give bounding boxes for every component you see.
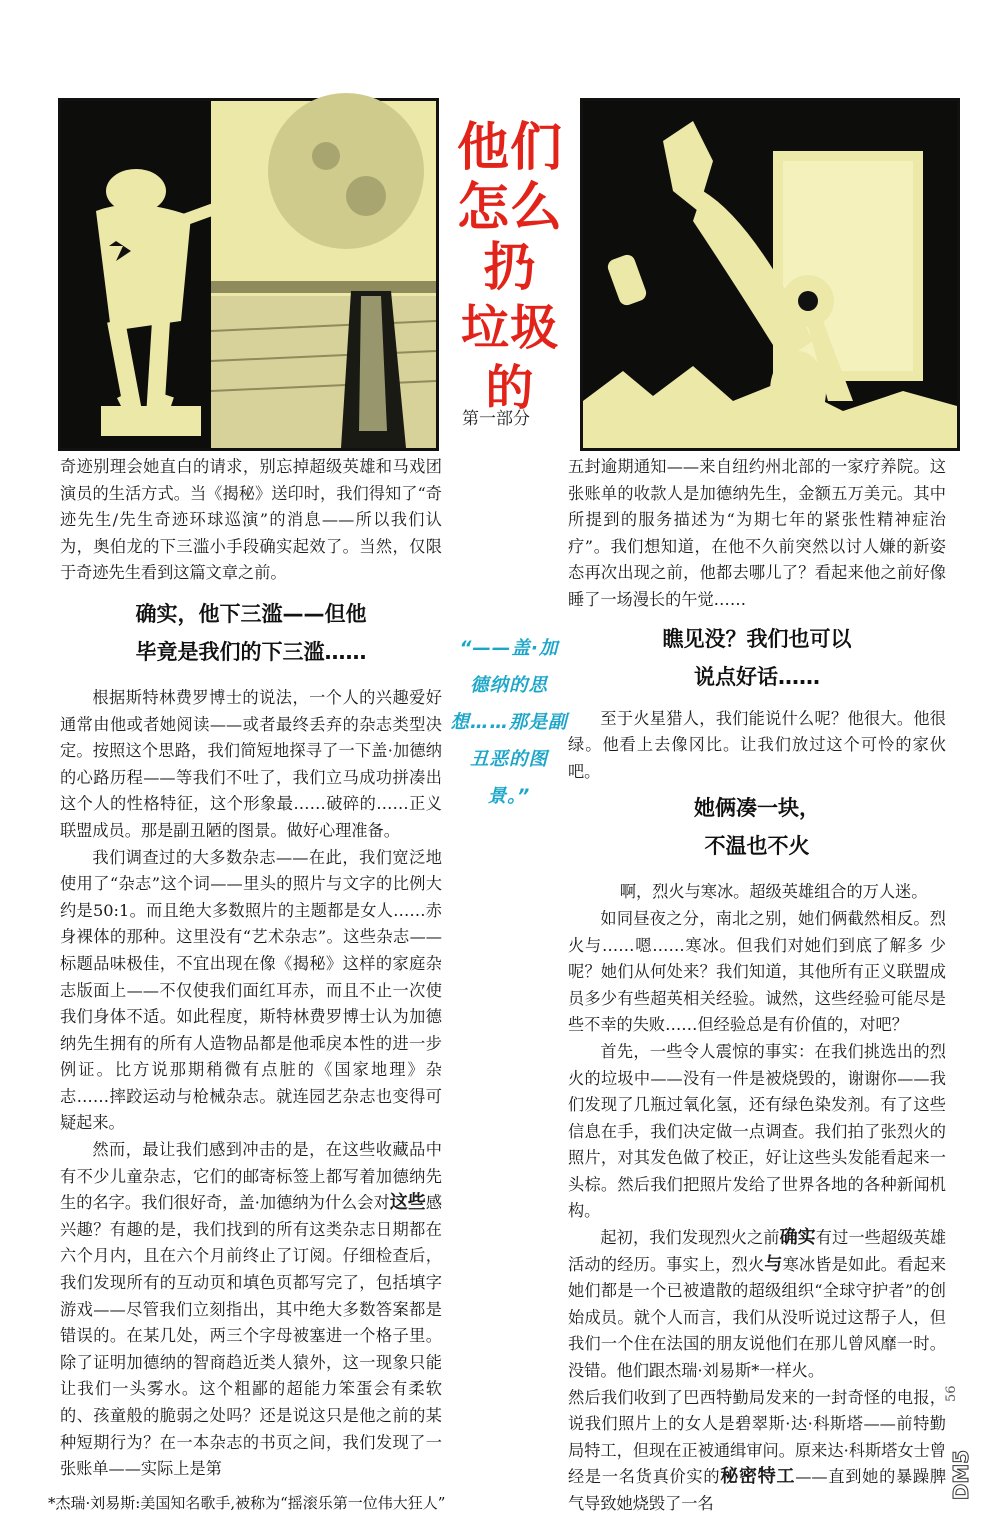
title-line: 扔 [483,238,537,298]
body-paragraph: 如同昼夜之分，南北之别，她们俩截然相反。烈火与……嗯……寒冰。但我们对她们到底了解多 少呢？她们从何处来？我们知道，其他所有正义联盟成员多少有些超英相关经验。诚然，这些经验可能尽是些不幸的失败……但经验总是有价值的，对吧？ [568,908,946,1035]
comic-illustration-moon [61,101,436,448]
body-text: 然而，最让我们感到冲击的是，在这些收藏品中有不少儿童杂志，它们的邮寄标签上都写着加德纳先生的名字。我们很好奇，盖·加德纳为什么会对 [60,1140,442,1213]
left-intro-paragraph: 奇迹别理会她直白的请求，别忘掉超级英雄和马戏团演员的生活方式。当《揭秘》送印时，我们得知了“奇迹先生/先生奇迹环球巡演”的消息——所以我们认为，奥伯龙的下三滥小手段确实起效了。当然，仅限于奇迹先生看到这篇文章之前。 [60,457,442,583]
emphasis-text: 秘密特工 [720,1466,796,1488]
section-heading [568,789,946,865]
body-text: 感兴趣？有趣的是，我们找到的所有这类杂志日期都在六个月内，且在六个月前终止了订阅。仔细检查后，我们发现所有的互动页和填色页都写完了，包括填字游戏——尽管我们立刻指出，其中绝大多数答案都是错误的。在某几处，两三个字母被塞进一个格子里。除了证明加德纳的智商趋近类人猿外，这一现象只能让我们一头雾水。这个粗鄙的超能力笨蛋会有柔软的、孩童般的脆弱之处吗？还是说这只是他之前的某种短期行为？在一本杂志的书页之间，我们发现了一张账单——实际上是第 [60,1193,443,1479]
body-paragraph: 至于火星猎人，我们能说什么呢？他很大。他很绿。他看上去像冈比。让我们放过这个可怜的家伙吧。 [568,708,946,781]
body-paragraph [568,1385,946,1518]
emphasis-text: 这些 [389,1192,426,1214]
right-intro-paragraph: 五封逾期通知——来自纽约州北部的一家疗养院。这张账单的收款人是加德纳先生，金额五万美元。其中所提到的服务描述为“为期七年的紧张性精神症治疗”。我们想知道，在他不久前突然以讨人嫌的新姿态再次出现之前，他都去哪儿了？看起来他之前好像睡了一场漫长的午觉…… [568,457,946,609]
body-paragraph [568,1225,946,1385]
title-line: 他们 [456,118,563,178]
body-text: 寒冰皆是如此。看起来她们都是一个已被遣散的超级组织“全球守护者”的创始成员。就个人而言，我们从没听说过这帮子人，但我们一个住在法国的朋友说他们在那儿曾风靡一时。没错。他们跟杰瑞·刘易斯*一样火。 [568,1254,947,1381]
dm5-logo-icon [949,1430,984,1520]
watermark-logo [949,1430,984,1520]
heading-line: 确实，他下三滥——但他 [135,601,367,626]
article-subtitle: 第一部分 [462,409,530,429]
heading-line: 不温也不火 [704,834,810,859]
page-number: 56 [944,1385,959,1402]
emphasis-text: 与 [764,1253,783,1275]
body-paragraph [60,1137,442,1483]
left-comic-panel [58,98,439,451]
body-paragraph: 我们调查过的大多数杂志——在此，我们宽泛地使用了“杂志”这个词——里头的照片与文字的比例大约是50:1。而且绝大多数照片的主题都是女人……赤身裸体的那种。这里没有“艺术杂志”。这些杂志——标题品味极佳，不宜出现在像《揭秘》这样的家庭杂志版面上——不仅使我们面红耳赤，而且不止一次使我们身体不适。如此程度，斯特林费罗博士认为加德纳先生拥有的所有人造物品都是他乖戾本性的进一步例证。比方说那期稍微有点脏的《国家地理》杂志……摔跤运动与枪械杂志。就连园艺杂志也变得可疑起来。 [60,847,442,1133]
heading-line: 瞧见没？我们也可以 [662,626,852,651]
svg-text:DM5: DM5 [949,1449,973,1501]
body-text: 然后我们收到了巴西特勤局发来的一封奇怪的电报，说我们照片上的女人是碧翠斯·达·科斯塔——前特勤局特工，但现在正被通缉审问。原来达·科斯塔女士曾经是一名货真价实的 [568,1387,946,1487]
article-title [440,118,580,418]
section-heading [568,620,946,696]
body-text: ——直到她的暴躁脾气导致她烧毁了一名 [568,1467,947,1513]
emphasis-text: 确实 [779,1227,816,1249]
heading-line: 她俩凑一块， [694,796,820,821]
body-paragraph: 根据斯特林费罗博士的说法，一个人的兴趣爱好通常由他或者她阅读——或者最终丢弃的杂志类型决定。按照这个思路，我们简短地探寻了一下盖·加德纳的心路历程——等我们不吐了，我们立马成功拼凑出这个人的性格特征，这个形象最……破碎的……正义联盟成员。那是副丑陋的图景。做好心理准备。 [60,687,442,840]
title-line: 垃圾的 [460,300,559,416]
pull-quote: “——盖·加德纳的思想……那是副丑恶的图景。” [450,638,568,807]
footnote: *杰瑞·刘易斯:美国知名歌手,被称为“摇滚乐第一位伟大狂人” [48,1494,446,1512]
right-comic-panel [580,98,960,451]
body-text: 有过一些超级英雄活动的经历。事实上，烈火 [568,1228,947,1274]
heading-line: 毕竟是我们的下三滥…… [135,639,367,664]
body-paragraph: 首先，一些令人震惊的事实：在我们挑选出的烈火的垃圾中——没有一件是被烧毁的，谢谢你——我们发现了几瓶过氧化氢，还有绿色染发剂。有了这些信息在手，我们决定做一点调查。我们拍了张烈火的照片，对其发色做了校正，好让这些头发能看起来一头棕。然后我们把照片发给了世界各地的各种新闻机构。 [568,1041,946,1221]
title-line: 怎么 [456,178,563,238]
left-column [60,454,442,1483]
body-paragraph: 啊，烈火与寒冰。超级英雄组合的万人迷。 [619,882,928,902]
comic-illustration-fire [583,101,957,448]
section-heading [60,595,442,671]
heading-line: 说点好话…… [694,664,820,689]
body-text: 起初，我们发现烈火之前 [600,1228,780,1248]
right-column [568,454,946,1518]
